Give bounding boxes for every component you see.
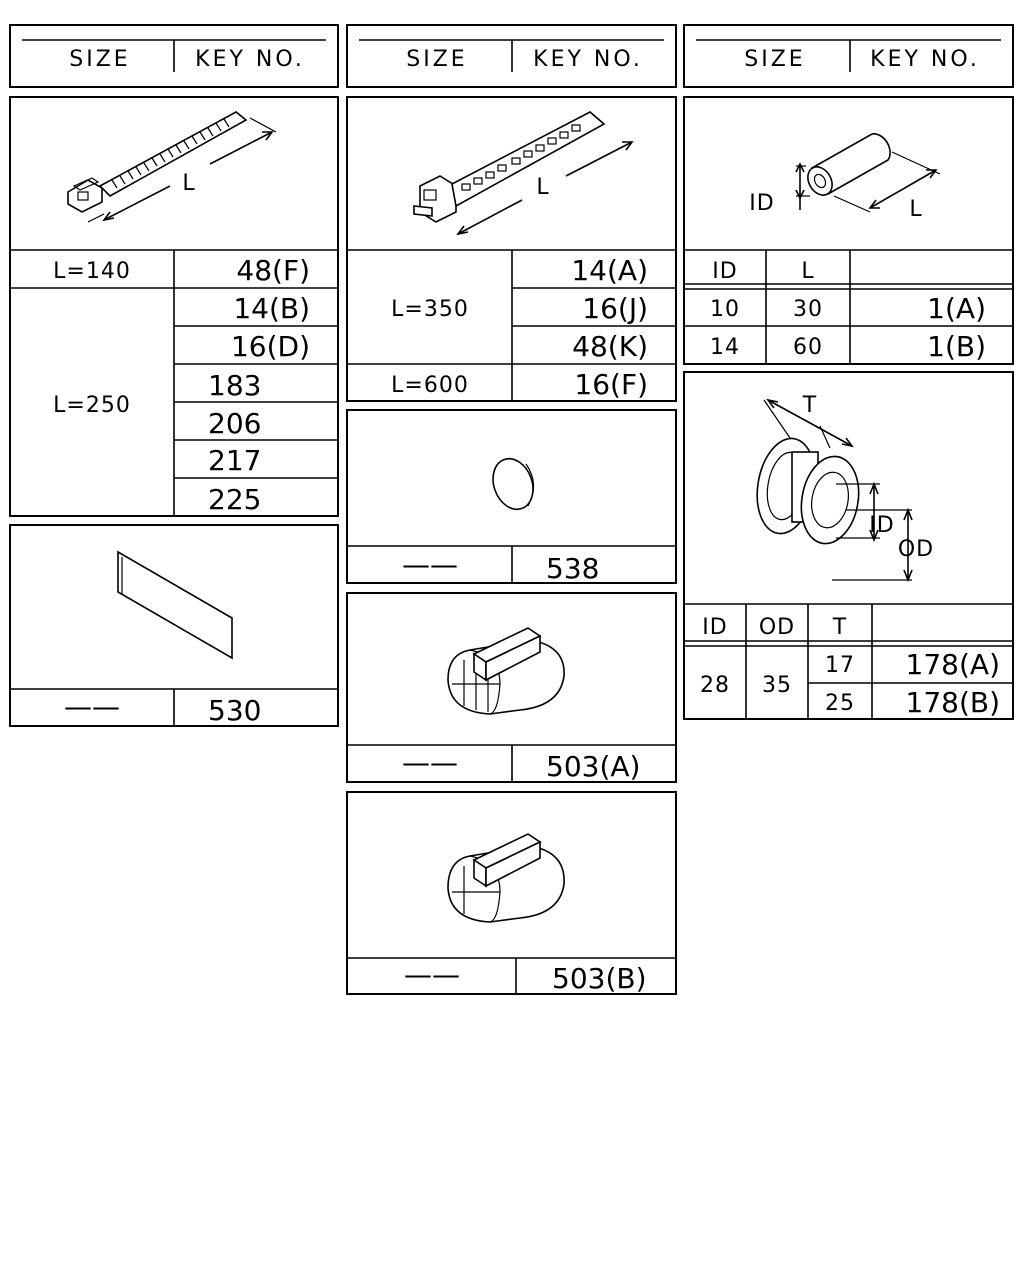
cable-tie-large-key: 14(A) — [571, 254, 648, 287]
clip-a-size-dash: —— — [402, 746, 458, 779]
grommet-col-t: T — [832, 615, 848, 640]
cable-tie-small-key: 206 — [208, 407, 262, 440]
header-col2 — [347, 25, 676, 87]
tube-row-key: 1(A) — [927, 292, 986, 325]
tube-row-id: 14 — [710, 335, 740, 360]
cable-tie-small-key: 183 — [208, 369, 262, 402]
clip-a-icon — [448, 628, 564, 714]
grommet-col-id: ID — [702, 615, 728, 640]
cap-key: 538 — [546, 552, 600, 585]
grommet-icon — [750, 393, 934, 580]
plate-panel — [10, 525, 338, 727]
header-size-label: SIZE — [744, 47, 806, 72]
grommet-key: 178(B) — [905, 686, 1000, 719]
plate-icon — [118, 552, 232, 658]
plate-key: 530 — [208, 694, 262, 727]
cable-tie-small-size-140: L=140 — [53, 259, 131, 284]
tube-col-l: L — [801, 259, 815, 284]
cable-tie-large-key: 16(F) — [574, 368, 648, 401]
cable-tie-large-icon — [414, 112, 632, 234]
tube-dim-id: ID — [749, 191, 775, 216]
tube-row-key: 1(B) — [927, 330, 986, 363]
tube-row-l: 60 — [793, 335, 823, 360]
grommet-key: 178(A) — [905, 648, 1000, 681]
cable-tie-small-size-250: L=250 — [53, 393, 131, 418]
grommet-od-value: 35 — [762, 673, 792, 698]
cable-tie-small-key: 225 — [208, 483, 262, 516]
grommet-dim-id: ID — [869, 513, 895, 538]
tube-icon — [749, 134, 940, 222]
header-size-label: SIZE — [406, 47, 468, 72]
grommet-t-value: 17 — [825, 653, 855, 678]
cap-icon — [486, 453, 539, 515]
grommet-panel — [684, 372, 1013, 719]
cable-tie-large-dim-l: L — [536, 175, 550, 200]
clip-b-size-dash: —— — [404, 958, 460, 991]
plate-size-dash: —— — [64, 690, 120, 723]
cable-tie-small-key: 48(F) — [236, 254, 310, 287]
tube-panel — [684, 97, 1013, 364]
clip-b-panel — [347, 792, 676, 995]
tube-row-l: 30 — [793, 297, 823, 322]
clip-b-key: 503(B) — [552, 962, 647, 995]
cable-tie-small-key: 14(B) — [233, 292, 310, 325]
cable-tie-small-key: 217 — [208, 444, 262, 477]
cable-tie-large-panel — [347, 97, 676, 401]
clip-a-panel — [347, 593, 676, 783]
header-key-label: KEY NO. — [195, 47, 305, 72]
cable-tie-small-key: 16(D) — [230, 330, 310, 363]
cable-tie-large-size-600: L=600 — [391, 373, 469, 398]
cable-tie-large-size-350: L=350 — [391, 297, 469, 322]
grommet-col-od: OD — [758, 615, 796, 640]
grommet-id-value: 28 — [700, 673, 730, 698]
cap-panel — [347, 410, 676, 585]
header-key-label: KEY NO. — [870, 47, 980, 72]
cable-tie-large-key: 48(K) — [572, 330, 648, 363]
header-col1 — [10, 25, 338, 87]
clip-a-key: 503(A) — [546, 750, 641, 783]
grommet-dim-t: T — [802, 393, 818, 418]
grommet-dim-od: OD — [897, 537, 935, 562]
grommet-t-value: 25 — [825, 691, 855, 716]
cap-size-dash: —— — [402, 548, 458, 581]
tube-dim-l: L — [909, 197, 923, 222]
clip-b-icon — [448, 834, 564, 922]
header-size-label: SIZE — [69, 47, 131, 72]
cable-tie-large-key: 16(J) — [582, 292, 648, 325]
header-key-label: KEY NO. — [533, 47, 643, 72]
cable-tie-small-icon — [68, 112, 276, 222]
tube-col-id: ID — [712, 259, 738, 284]
tube-row-id: 10 — [710, 297, 740, 322]
cable-tie-small-panel — [10, 97, 338, 516]
cable-tie-small-dim-l: L — [182, 171, 196, 196]
header-col3 — [684, 25, 1013, 87]
